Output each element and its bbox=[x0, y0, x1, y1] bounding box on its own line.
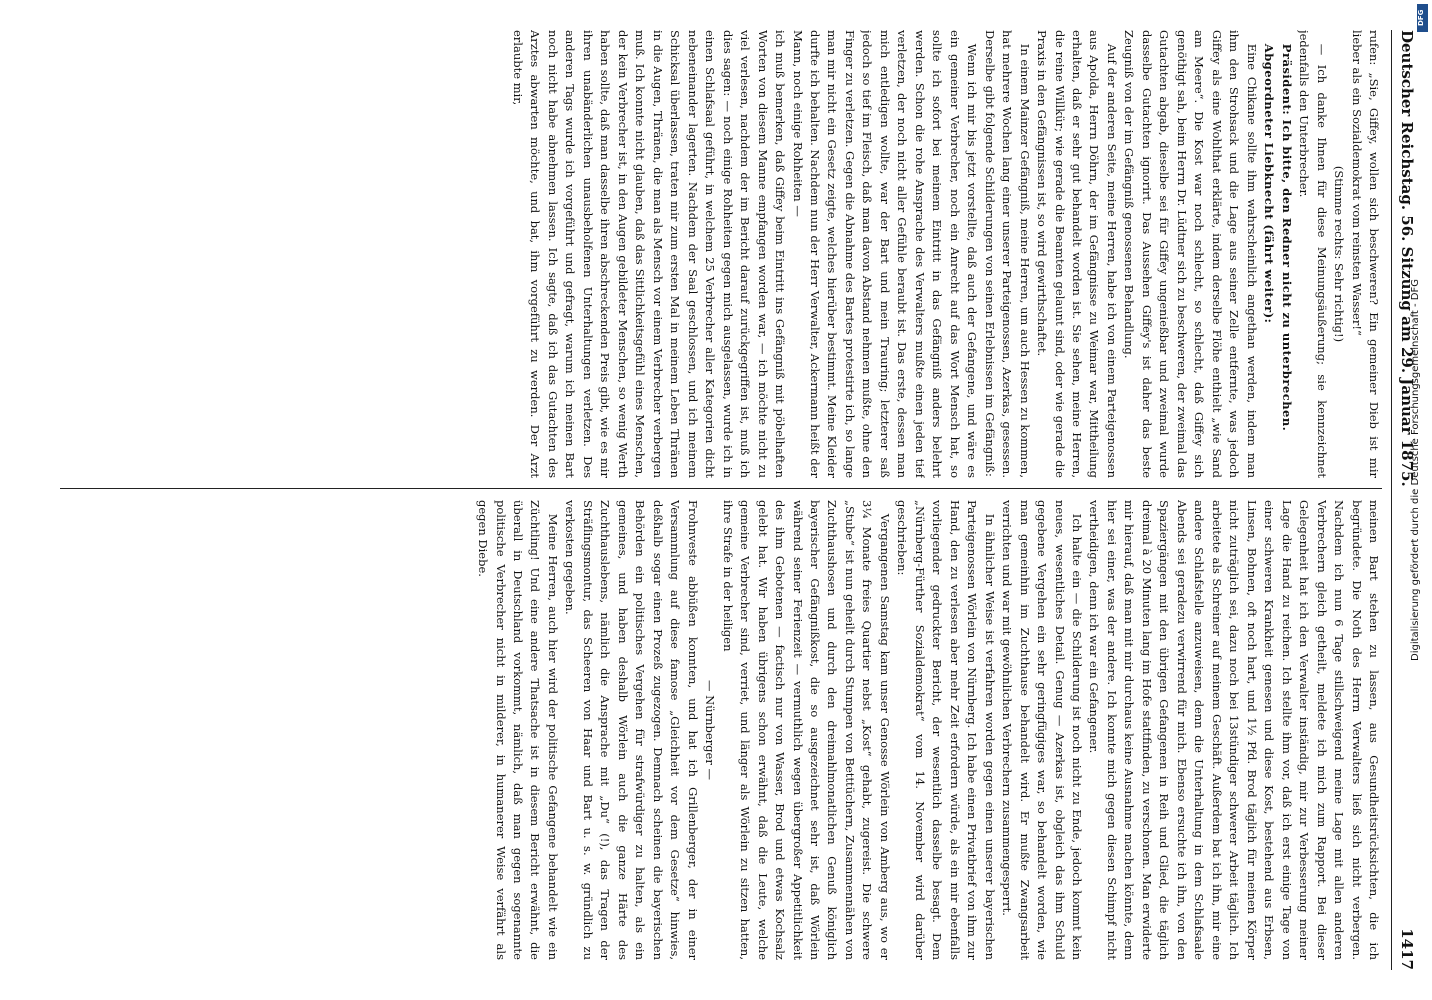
quoted-paragraph: Frohnveste abbüßen konnten, und hat ich Grillenberger, der in einer Versammlung auf diese famose „Gleichheit vor dem Gesetze“ hinwies, deßhalb sogar einen Prozeß zugezogen. Demnach scheinen die bayerischen Behörden ein politisches Vergehen für strafwürdiger zu halten, als ein gemeines, und haben deshalb Wörlein auch die ganze Härte des Zuchthauslebens, nämlich die Ansprache mit „Du“ (!), das Tragen der Sträflingsmontur, das Scheeren von Haar und Bart u. s. w. gründlich zu verkosten gegeben. bbox=[563, 500, 700, 960]
paragraph: Meine Herren, auch hier wird der politische Gefangene behandelt wie ein Züchtling! Und eine andere Thatsache ist in diesem Bericht erwähnt, die überall in Deutschland vorkommt, nämlich, daß man gegen sogenannte politische Verbrecher nicht in milderer, in humanerer Weise verfährt als gegen Diebe. bbox=[476, 500, 560, 960]
paragraph: In einem Mainzer Gefängniß, meine Herren, um auch Hessen zu kommen, hat mehrere Wochen lang einer unserer Parteigenossen, Azerkas, gesessen. Derselbe gibt folgende Schilderungen von seinen Erlebnissen im Gefängniß: bbox=[982, 30, 1032, 478]
page-number: 1417 bbox=[1398, 928, 1416, 970]
paragraph: (Stimme rechts: Sehr richtig!) bbox=[1332, 165, 1347, 343]
paragraph: ich muß bemerken, daß Giffey beim Eintritt ins Gefängniß mit pöbelhaften Worten von diesem Manne empfangen worden war, — ich möchte nicht zu viel verlesen, nachdem der im Bericht darauf zurückgegriffen ist, muß ich dies sagen: — noch einige Rohheiten gegen mich ausgelassen, wurde ich in einen Schlafsaal geführt, in welchem 25 Verbrecher aller Kategorien dicht nebeneinander lagerten. Nachdem der Saal geschlossen, und ich meinem Schicksal überlassen, traten mir zum ersten Mal in meinem Leben Thränen in die Augen, Thränen, die man als Mensch vor einem Verbrecher verbergen muß. Ich konnte nicht glauben, daß das Sittlichkeitsgefühl eines Menschen, der kein Verbrecher ist, in den Augen gebildeter Menschen, so wenig Werth haben sollte, daß man dasselbe ihren abschreckenden Preis gibt, wie es mir ihren unabänderlichen unausbeholfenen Unterhaltungen verletzen. Des anderen Tags wurde ich vorgeführt und gefragt, warum ich meinen Bart noch nicht habe abnehmen lassen. Ich sagte, daß ich das Gutachten des Arztes abwarten möchte, und bat, ihm vorgeführt zu werden. Der Arzt erlaubte mir, bbox=[511, 30, 788, 478]
speaker-line: Präsident: Ich bitte, den Redner nicht zu unterbrechen. bbox=[1279, 43, 1294, 432]
separator-label: — Nürnberger — bbox=[703, 679, 718, 780]
paragraph: In ähnlicher Weise ist verfahren worden gegen einen unserer bayerischen Parteigenossen Wörlein von Nürnberg. Ich habe einen Privatbrief von ihm zur Hand, den zu verlesen aber mehr Zeit erfordern würde, als ein mir ebenfalls vorliegender gedruckter Bericht, der wesentlich dasselbe besagt. Dem „Nürnberg-Fürther Sozialdemokrat“ vom 14. November wird darüber geschrieben: bbox=[895, 500, 997, 960]
paragraph: Ich halte ein — die Schilderung ist noch nicht zu Ende, jedoch kommt kein neues, wesentliches Detail. Genug — Azerkas ist, obgleich das ihm Schuld gegebene Vergehen ein sehr geringfügiges war, so behandelt worden, wie man gemeinhin im Zuchthause behandelt wird. Er mußte Zwangsarbeit verrichten und war mit gewöhnlichen Verbrechern zusammengesperrt. bbox=[1000, 500, 1085, 960]
paragraph: Auf der anderen Seite, meine Herren, habe ich von einem Parteigenossen aus Apolda, Herrn Döhrn, der im Gefängnisse zu Weimar war, Mittheilung erhalten, daß er sehr gut behandelt worden ist. Sie sehen, meine Herren, die reine Willkür; wie gerade die Beamten gelaunt sind, oder wie gerade die Praxis in den Gefängnissen ist, so wird gewirthschaftet. bbox=[1035, 30, 1119, 478]
column-left bbox=[60, 30, 1382, 478]
quoted-paragraph: Vergangenen Samstag kam unser Genosse Wörlein von Amberg aus, wo er 3¼ Monate freies Quartier nebst „Kost“ gehabt, zugereist. Die schwere „Stube“ ist nun geheilt durch Stumpen von Betttüchern, Zusammennähen von Zuchthaushosen und durch den dreimahlmonatlichen Genuß königlich bayerischer Gefängnißkost, die so ausgezeichnet sehr ist, daß Wörlein während seiner Ferienzeit — vermuthlich wegen übergroßer Appetitlichkeit des ihm Gebotenen — factisch nur von Wasser, Brod und etwas Kochsalz gelebt hat. Wir haben übrigens schon erwähnt, daß die Leute, welche gemeine Verbrecher sind, verriet, und länger als Wörlein zu sitzen hatten, ihre Strafe in der heiligen bbox=[720, 500, 892, 960]
dfg-funding-note: Digitalisierung gefördert durch die Deutsche Forschungsgemeinschaft - DFG bbox=[1410, 279, 1421, 662]
column-right bbox=[60, 500, 1382, 960]
paragraph: — Ich danke Ihnen für diese Meinungsäußerung; sie kennzeichnet jedenfalls den Unterbrecher. bbox=[1297, 30, 1329, 478]
quoted-paragraph: meinen Bart stehen zu lassen, aus Gesundheitsrücksichten, die ich begründete. Die Noth des Herrn Verwalters ließ sich nicht verbergen. Nachdem ich nun 6 Tage stillschweigend meine Lage mit allen anderen Verbrechern gleich getheilt, meldete ich mich zum Rapport. Bei dieser Gelegenheit hat ich den Verwalter inständig, mir zur Verbesserung meiner Lage die Hand zu reichen. Ich stellte ihm vor, daß ich erst einige Tage von einer schweren Krankheit genesen und diese Kost, bestehend aus Erbsen, Linsen, Bohnen, oft noch hart, und 1½ Pfd. Brod täglich für meinen Körper nicht zuträglich sei, dazu noch bei 13stündiger schwerer Arbeit täglich. Ich arbeitete als Schreiner auf meinem Geschäft. Außerdem bat ich ihn, mir eine andere Schlafstelle anzuweisen, denn die Unterhaltung in dem Schlafsaale Abends sei geradezu verwirrend für mich. Ebenso ersuchte ich ihn, von den Spaziergängen mit den übrigen Gefangenen in Reih und Glied, die täglich dreimal à 20 Minuten lang im Hofe stattfinden, zu verschonen. Man erwiderte mir hierauf, daß man mit mir durchaus keine Ausnahme machen könnte, denn hier sei einer, was der andere. Ich konnte mich gegen diesen Schimpf nicht vertheidigen, denn ich war ein Gefangener. bbox=[1087, 500, 1381, 960]
speaker-line: Abgeordneter Liebknecht (fährt weiter): bbox=[1262, 43, 1277, 324]
quoted-paragraph: Wenn ich mir bis jetzt vorstellte, daß auch der Gefangene, und wäre es ein gemeiner Verbrecher, noch ein Anrecht auf das Wort Mensch hat, so sollte ich sofort bei meinem Eintritt in das Gefängniß anders belehrt werden. Schon die rohe Ansprache des Verwalters mußte einen jeden tief verletzen, der noch nicht aller Gefühle beraubt ist. Das erste, dessen man mich entledigen wollte, war der Bart und mein Trauring; letzterer saß jedoch so tief im Fleisch, daß man davon Abstand nehmen mußte, ohne den Finger zu verletzen. Gegen die Abnahme des Bartes protestirte ich, so lange man mir nicht ein Gesetz zeigte, welches hierüber bestimmt. Meine Kleider durfte ich behalten. Nachdem nun der Herr Verwalter, Ackermann heißt der Mann, noch einige Rohheiten — bbox=[790, 30, 980, 478]
header-title: Deutscher Reichstag. 56. Sitzung am 29. Januar 1875. bbox=[1398, 30, 1416, 487]
paragraph: Eine Chikane sollte ihm wahrscheinlich angethan werden, indem man ihm den Strohsack und die Lage aus seiner Zelle entfernte, was jedoch Giffey als eine Wohlthat erklärte, indem derselbe Flöhe enthielt „wie Sand am Meere“. Die Kost war noch schlecht, so schlecht, daß Giffey sich genöthigt sah, beim Herrn Dr. Lüdtner sich zu beschweren, der zweimal das Gutachten abgab, dieselbe sei für Giffey ungenießbar und zweimal wurde dasselbe Gutachten ignorirt. Das Aussehen Giffey's ist daher das beste Zeugniß von der im Gefängniß genossenen Behandlung. bbox=[1122, 30, 1259, 478]
column-divider bbox=[60, 488, 1382, 489]
dfg-logo: DFG bbox=[1417, 4, 1428, 32]
paragraph: rufen: „Sie, Giffey, wollen sich beschweren? Ein gemeiner Dieb ist mir lieber als ein Sozialdemokrat vom reinsten Wasser!“ bbox=[1349, 30, 1381, 478]
